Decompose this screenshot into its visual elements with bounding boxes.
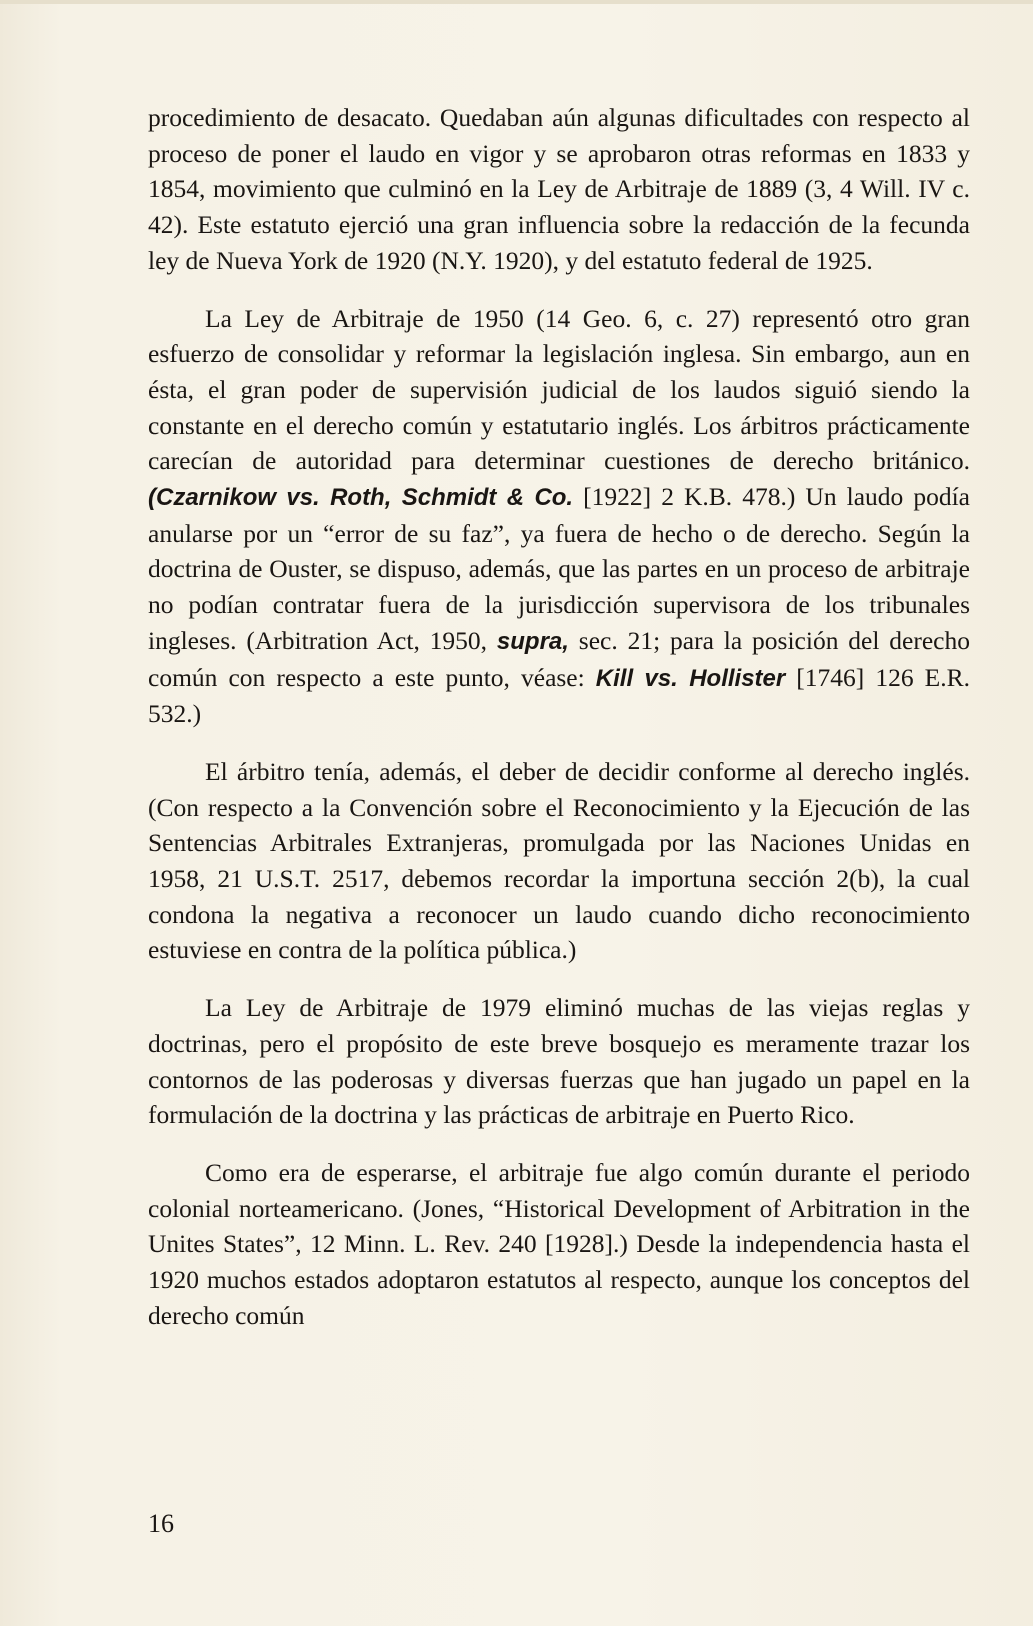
page-edge (0, 0, 1033, 4)
case-citation-czarnikow: (Czarnikow vs. Roth, Schmidt & Co. (148, 484, 574, 512)
paragraph-3: El árbitro tenía, además, el deber de decidir conforme al derecho inglés. (Con respecto a la Convención sobre el Reconocimiento y la Ejecución de las Sentencias Arbitrales Extranjeras, promulgada por las Naciones Unidas en 1958, 21 U.S.T. 2517, debemos recordar la importuna sección 2(b), la cual condona la negativa a reconocer un laudo cuando dicho reconocimiento estuviese en contra de la política pública.) (148, 756, 970, 965)
paragraph-1: procedimiento de desacato. Quedaban aún algunas dificultades con respecto al proceso de poner el laudo en vigor y se aprobaron otras reformas en 1833 y 1854, movimiento que culminó en la Ley de Arbitraje de 1889 (3, 4 Will. IV c. 42). Este estatuto ejerció una gran influencia sobre la redacción de la fecunda ley de Nueva York de 1920 (N.Y. 1920), y del estatuto federal de 1925. (148, 103, 970, 275)
paragraph-5: Como era de esperarse, el arbitraje fue algo común durante el periodo colonial norteamericano. (Jones, “Historical Development of Arbitration in the Unites States”, 12 Minn. L. Rev. 240 [1928].) Desde la independencia hasta el 1920 muchos estados adoptaron estatutos al respecto, aunque los conceptos del derecho común (148, 1157, 970, 1330)
paragraph-2: La Ley de Arbitraje de 1950 (14 Geo. 6, c. 27) representó otro gran esfuerzo de consolidar y reformar la legislación inglesa. Sin embargo, aun en ésta, el gran poder de supervisión judicial de los laudos siguió siendo la constante en el derecho común y estatutario inglés. Los árbitros prácticamente carecían de autoridad para determinar cuestiones de derecho británico. (Czarnikow vs. Roth, Schmidt & Co. [1922] 2 K.B. 478.) Un laudo podía anularse por un “error de su faz”, ya fuera de hecho o de derecho. Según la doctrina de Ouster, se dispuso, además, que las partes en un proceso de arbitraje no podían contratar fuera de la jurisdicción supervisora de los tribunales ingleses. (Arbitration Act, 1950, supra, sec. 21; para la posición del derecho común con respecto a este punto, véase: Kill vs. Hollister [1746] 126 E.R. 532.) (148, 303, 971, 729)
body-text (148, 100, 970, 1356)
page-number: 16 (148, 1509, 174, 1538)
paragraph-4: La Ley de Arbitraje de 1979 eliminó muchas de las viejas reglas y doctrinas, pero el propósito de este breve bosquejo es meramente trazar los contornos de las poderosas y diversas fuerzas que han jugado un papel en la formulación de la doctrina y las prácticas de arbitraje en Puerto Rico. (148, 993, 970, 1130)
case-citation-supra: supra, (496, 627, 569, 655)
case-citation-kill: Kill vs. Hollister (595, 664, 786, 692)
